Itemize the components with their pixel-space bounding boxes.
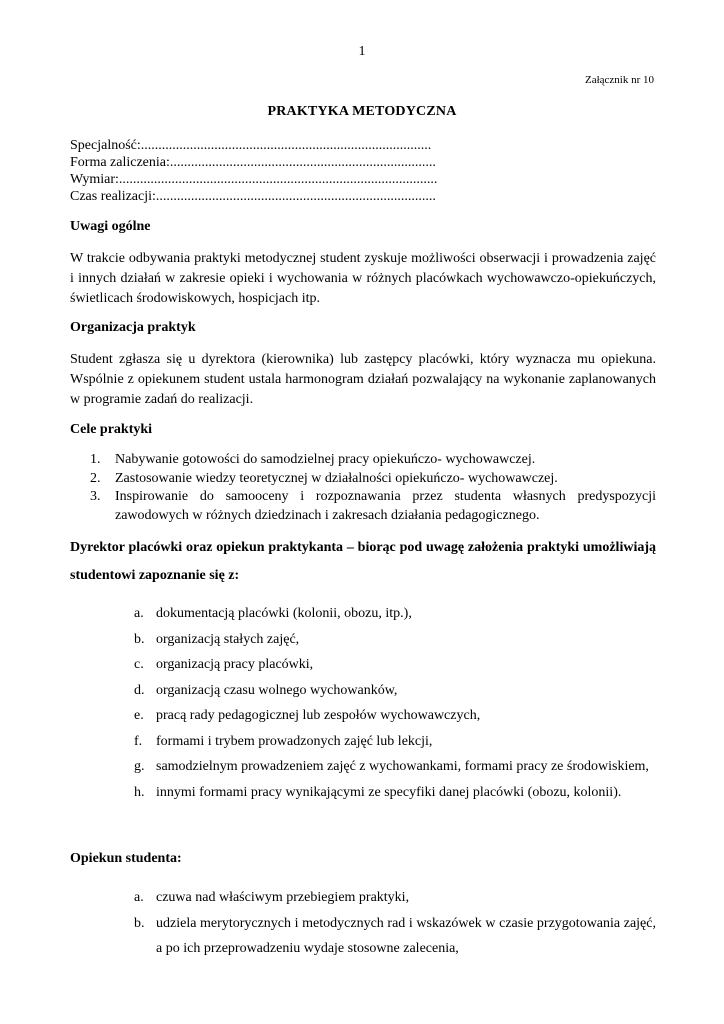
info-fields [70,137,437,205]
general-text: W trakcie odbywania praktyki metodycznej student zyskuje możliwości obserwacji i prowadzenia zajęć i innych działań w zakresie opieki i wychowania w różnych placówkach wychowawczo-opiekuńczych, świetlicach środowiskowych, hospicjach itp. [70,251,656,306]
field-assessment-form: Forma zaliczenia:............................................................................ [70,155,436,170]
list-item: b. organizacją stałych zajęć, [134,631,300,647]
field-duration: Wymiar:........................................................................................... [70,172,438,187]
annex-label: Załącznik nr 10 [584,74,654,86]
field-specialty: Specjalność:................................................................................... [70,138,432,153]
list-item: e. pracą rady pedagogicznej lub zespołów wychowawczych, [134,708,481,723]
mentor-list [70,885,656,962]
organization-heading: Organizacja praktyk [70,320,196,335]
goals-heading: Cele praktyki [70,422,153,437]
general-heading: Uwagi ogólne [70,219,151,234]
list-item: c. organizacją pracy placówki, [134,657,314,672]
director-intro: Dyrektor placówki oraz opiekun praktykanta – biorąc pod uwagę założenia praktyki umożliwiają studentowi zapoznanie się z: [70,540,656,583]
document-title: PRAKTYKA METODYCZNA [267,104,457,119]
list-item: f. formami i trybem prowadzonych zajęć lub lekcji, [134,733,433,749]
mentor-heading: Opiekun studenta: [70,851,182,866]
list-item: 2. Zastosowanie wiedzy teoretycznej w działalności opiekuńczo- wychowawczej. [90,470,558,486]
list-item: 3. Inspirowanie do samooceny i rozpoznawania przez studenta własnych predyspozycji zawodowych w różnych dziedzinach i zakresach działania pedagogicznego. [90,489,656,523]
list-item: 1. Nabywanie gotowości do samodzielnej pracy opiekuńczo- wychowawczej. [90,452,536,467]
goals-list [70,451,656,525]
list-item: a. dokumentacją placówki (kolonii, obozu, itp.), [134,606,412,621]
list-item: g. samodzielnym prowadzeniem zajęć z wychowankami, formami pracy ze środowiskiem, [134,759,649,774]
field-completion-time: Czas realizacji:................................................................................ [70,189,436,204]
list-item: d. organizacją czasu wolnego wychowanków, [134,682,398,698]
page-number: 1 [358,44,366,59]
list-item: h. innymi formami pracy wynikającymi ze specyfiki danej placówki (obozu, kolonii). [134,784,622,800]
organization-text: Student zgłasza się u dyrektora (kierownika) lub zastępcy placówki, który wyznacza mu opiekuna. Wspólnie z opiekunem student ustala harmonogram działań pozwalający na wykonanie zaplanowanych w programie zadań do realizacji. [70,352,656,407]
list-item: a. czuwa nad właściwym przebiegiem praktyki, [134,890,410,905]
list-item: b. udziela merytorycznych i metodycznych rad i wskazówek w czasie przygotowania zajęć, a po ich przeprowadzeniu wydaje stosowne zalecenia, [134,915,656,956]
director-list [70,601,656,805]
